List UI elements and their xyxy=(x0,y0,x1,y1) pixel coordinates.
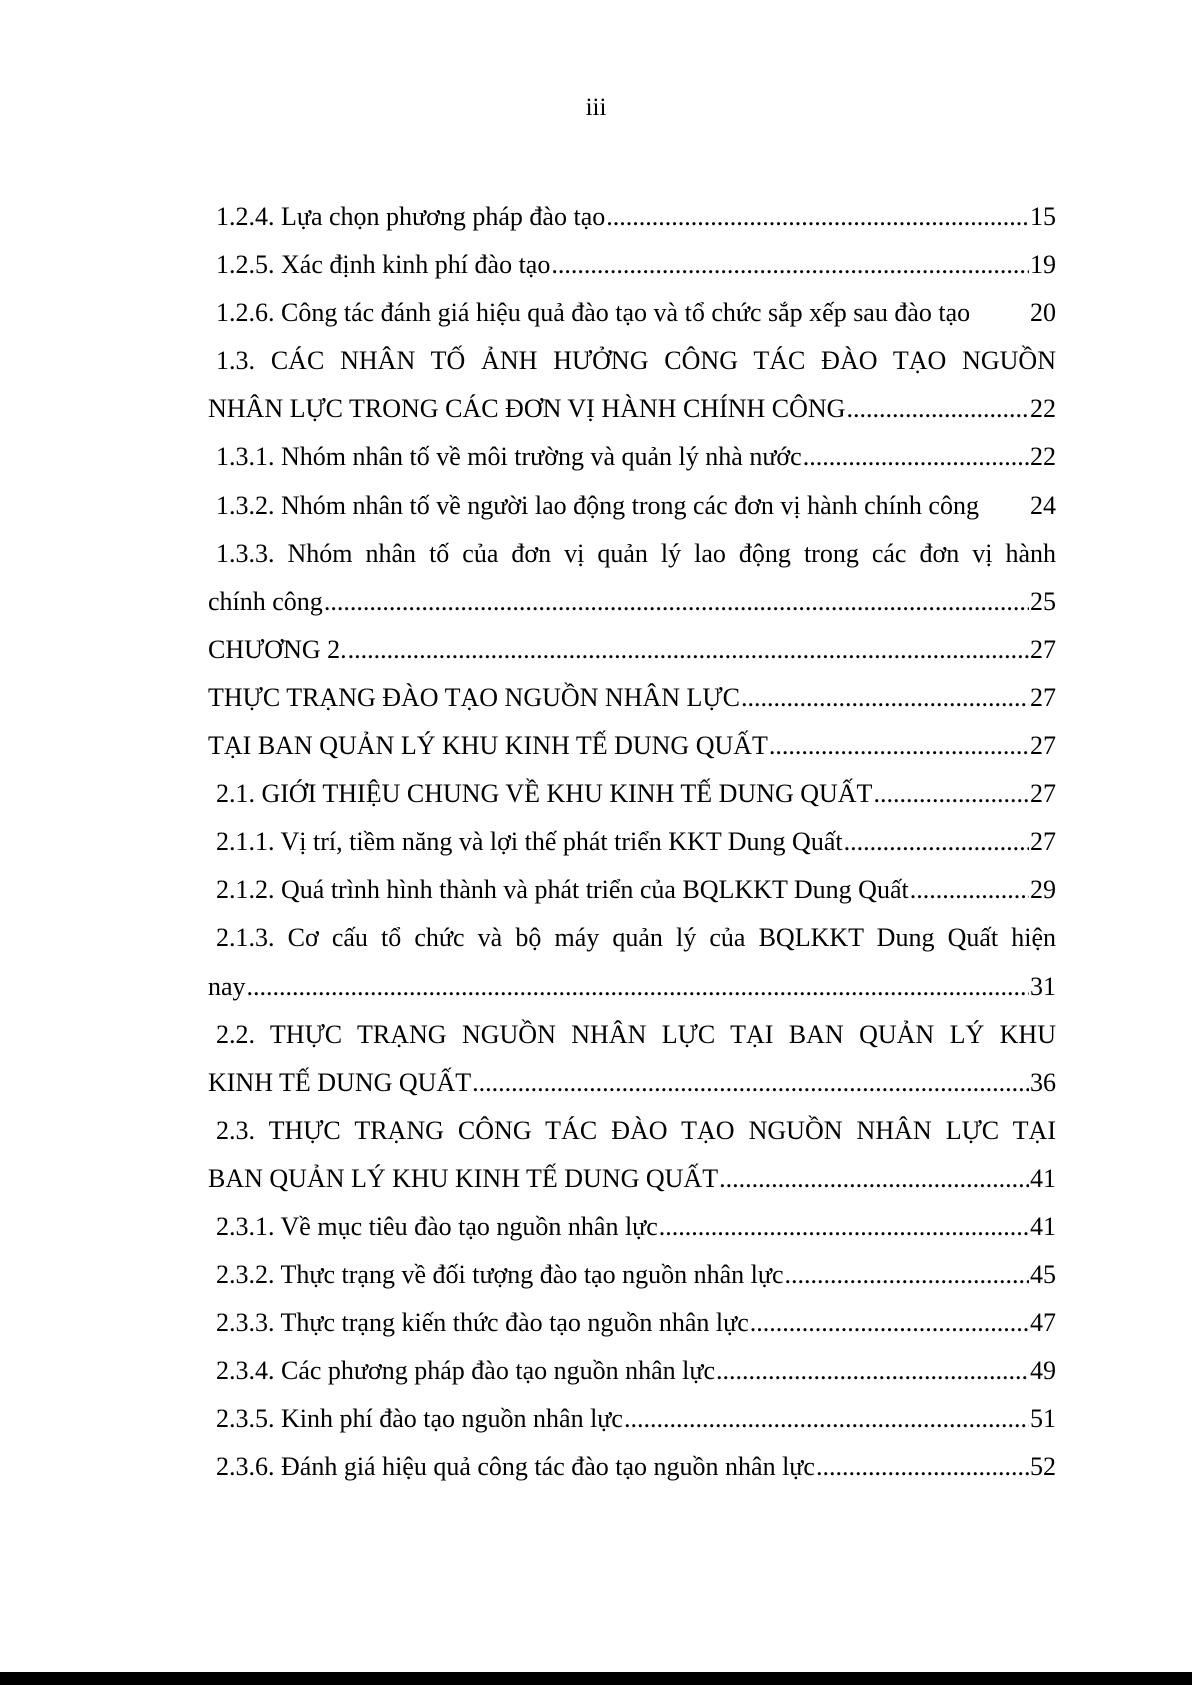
toc-entry-page: 15 xyxy=(1030,202,1056,231)
toc-entry-title: NHÂN LỰC TRONG CÁC ĐƠN VỊ HÀNH CHÍNH CÔNG xyxy=(208,394,846,424)
toc-entry[interactable] xyxy=(208,1155,1056,1203)
toc-entry-title: 2.1.2. Quá trình hình thành và phát triển của BQLKKT Dung Quất xyxy=(216,875,909,905)
toc-dot-leader xyxy=(750,1299,1029,1347)
toc-entry[interactable] xyxy=(208,963,1056,1011)
toc-entry-title: 1.3.2. Nhóm nhân tố về người lao động trong các đơn vị hành chính công xyxy=(216,490,979,520)
toc-dot-leader xyxy=(659,1203,1029,1251)
toc-entry-page: 41 xyxy=(1030,1211,1056,1241)
toc-entry-title: 1.2.4. Lựa chọn phương pháp đào tạo xyxy=(216,202,606,231)
toc-entry-title: 2.3.5. Kinh phí đào tạo nguồn nhân lực xyxy=(216,1404,623,1434)
toc-dot-leader xyxy=(816,1443,1029,1491)
toc-dot-leader xyxy=(844,818,1029,866)
toc-entry[interactable] xyxy=(208,818,1056,866)
toc-entry-title: CHƯƠNG 2. xyxy=(208,634,347,664)
toc-entry[interactable] xyxy=(208,1059,1056,1107)
toc-entry-title: 2.1. GIỚI THIỆU CHUNG VỀ KHU KINH TẾ DUNG QUẤT xyxy=(216,779,873,809)
toc-entry-line1[interactable]: 2.2. THỰC TRẠNG NGUỒN NHÂN LỰC TẠI BAN QUẢN LÝ KHU xyxy=(216,1019,1056,1049)
toc-entry-page: 45 xyxy=(1030,1260,1056,1290)
toc-entry-title: nay xyxy=(208,971,246,1001)
toc-entry-page: 52 xyxy=(1030,1452,1056,1482)
toc-entry[interactable] xyxy=(208,433,1056,481)
toc-entry[interactable] xyxy=(208,1203,1056,1251)
toc-dot-leader xyxy=(551,241,1029,289)
toc-entry-page: 22 xyxy=(1030,394,1056,424)
toc-entry-page: 41 xyxy=(1030,1163,1056,1193)
toc-dot-leader xyxy=(873,770,1029,818)
toc-entry-page: 20 xyxy=(1030,298,1056,328)
toc-entry[interactable] xyxy=(208,770,1056,818)
toc-entry-page: 25 xyxy=(1030,586,1056,616)
toc-entry[interactable] xyxy=(208,1347,1056,1395)
toc-entry[interactable] xyxy=(208,1443,1056,1491)
toc-entry-title: 2.3.3. Thực trạng kiến thức đào tạo nguồn nhân lực xyxy=(216,1308,749,1338)
toc-entry[interactable] xyxy=(208,1299,1056,1347)
toc-entry-page: 49 xyxy=(1030,1356,1056,1386)
toc-entry-page: 27 xyxy=(1030,731,1056,761)
toc-entry-title: 2.3.4. Các phương pháp đào tạo nguồn nhân lực xyxy=(216,1356,716,1386)
toc-entry[interactable] xyxy=(208,866,1056,914)
toc-entry-page: 27 xyxy=(1030,779,1056,809)
toc-entry-page: 36 xyxy=(1030,1067,1056,1097)
toc-entry[interactable] xyxy=(208,722,1056,770)
toc-dot-leader xyxy=(769,722,1029,770)
toc-dot-leader xyxy=(719,1155,1029,1203)
toc-entry-line1[interactable]: 1.3.3. Nhóm nhân tố của đơn vị quản lý lao động trong các đơn vị hành xyxy=(216,538,1056,568)
toc-entry-page: 24 xyxy=(1030,490,1056,520)
toc-entry[interactable] xyxy=(208,1251,1056,1299)
toc-entry-title: 2.1.1. Vị trí, tiềm năng và lợi thế phát triển KKT Dung Quất xyxy=(216,827,843,857)
page-number: iii xyxy=(585,94,607,121)
toc-entry-title: 1.2.5. Xác định kinh phí đào tạo xyxy=(216,250,551,280)
toc-entry[interactable] xyxy=(208,626,1056,674)
toc-entry-page: 27 xyxy=(1030,682,1056,712)
toc-entry-page: 51 xyxy=(1030,1404,1056,1434)
toc-dot-leader xyxy=(247,963,1029,1011)
toc-entry-title: TẠI BAN QUẢN LÝ KHU KINH TẾ DUNG QUẤT xyxy=(208,731,768,761)
toc-entry-page: 47 xyxy=(1030,1308,1056,1338)
page-bottom-border xyxy=(0,1672,1192,1685)
toc-entry-title: BAN QUẢN LÝ KHU KINH TẾ DUNG QUẤT xyxy=(208,1163,719,1193)
toc-dot-leader xyxy=(785,1251,1030,1299)
toc-entry-title: 1.2.6. Công tác đánh giá hiệu quả đào tạo và tổ chức sắp xếp sau đào tạo xyxy=(216,298,971,328)
toc-entry-page: 29 xyxy=(1030,875,1056,905)
toc-entry-line1[interactable]: 2.3. THỰC TRẠNG CÔNG TÁC ĐÀO TẠO NGUỒN NHÂN LỰC TẠI xyxy=(216,1115,1056,1145)
toc-entry-title: chính công xyxy=(208,586,323,616)
toc-entry[interactable] xyxy=(208,674,1056,722)
toc-dot-leader xyxy=(624,1395,1029,1443)
toc-entry-page: 22 xyxy=(1030,442,1056,472)
toc-dot-leader xyxy=(472,1059,1029,1107)
toc-entry-title: 2.3.1. Về mục tiêu đào tạo nguồn nhân lực xyxy=(216,1211,658,1241)
toc-entry-title: 1.3.1. Nhóm nhân tố về môi trường và quản lý nhà nước xyxy=(216,442,802,472)
toc-entry-line1[interactable]: 2.1.3. Cơ cấu tổ chức và bộ máy quản lý của BQLKKT Dung Quất hiện xyxy=(216,923,1056,953)
toc-entry[interactable] xyxy=(208,482,1056,530)
toc-entry-title: 2.3.2. Thực trạng về đối tượng đào tạo nguồn nhân lực xyxy=(216,1260,784,1290)
toc-entry[interactable] xyxy=(208,289,1056,337)
toc-entry[interactable] xyxy=(208,193,1056,241)
toc-dot-leader xyxy=(910,866,1029,914)
toc-entry-page: 27 xyxy=(1030,827,1056,857)
table-of-contents xyxy=(208,193,1056,1492)
toc-entry-title: 2.3.6. Đánh giá hiệu quả công tác đào tạo nguồn nhân lực xyxy=(216,1452,815,1482)
toc-dot-leader xyxy=(741,674,1029,722)
toc-dot-leader xyxy=(803,433,1029,481)
toc-entry[interactable] xyxy=(208,1395,1056,1443)
toc-dot-leader xyxy=(846,385,1029,433)
toc-entry-page: 27 xyxy=(1030,634,1056,664)
toc-entry[interactable] xyxy=(208,385,1056,433)
toc-entry[interactable] xyxy=(208,578,1056,626)
toc-dot-leader xyxy=(606,193,1029,241)
toc-entry-page: 19 xyxy=(1030,250,1056,280)
toc-entry-line1[interactable]: 1.3. CÁC NHÂN TỐ ẢNH HƯỞNG CÔNG TÁC ĐÀO TẠO NGUỒN xyxy=(216,346,1056,376)
toc-dot-leader xyxy=(348,626,1029,674)
toc-dot-leader xyxy=(716,1347,1029,1395)
toc-entry[interactable] xyxy=(208,241,1056,289)
toc-entry-page: 31 xyxy=(1030,971,1056,1001)
toc-entry-title: KINH TẾ DUNG QUẤT xyxy=(208,1067,472,1097)
toc-dot-leader xyxy=(324,578,1029,626)
toc-entry-title: THỰC TRẠNG ĐÀO TẠO NGUỒN NHÂN LỰC xyxy=(208,682,740,712)
